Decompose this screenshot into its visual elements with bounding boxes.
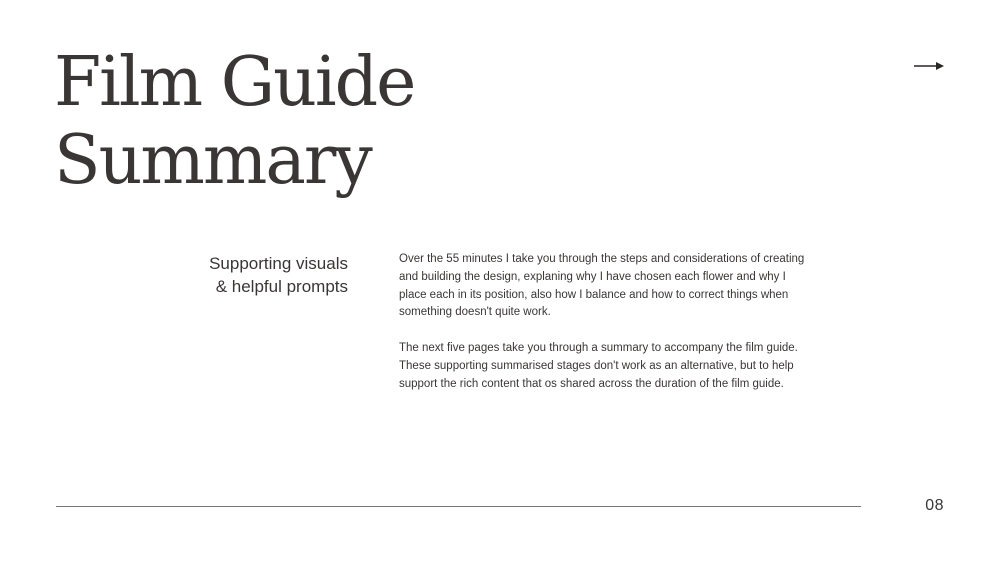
body-line: These supporting summarised stages don't work as an alternative, but to help: [399, 359, 794, 372]
body-line: place each in its position, also how I balance and how to correct things when: [399, 288, 789, 301]
subheading-line-2: & helpful prompts: [215, 277, 348, 296]
page-title-line-2: Summary: [54, 121, 371, 200]
body-line: Over the 55 minutes I take you through the steps and considerations of creating: [399, 253, 805, 265]
section-subheading: [180, 252, 348, 298]
body-line: and building the design, explaning why I have chosen each flower and why I: [399, 270, 786, 283]
page-title-line-1: Film Guide: [54, 43, 415, 122]
body-text: [399, 251, 839, 411]
body-paragraph-2: [399, 340, 839, 393]
right-arrow-icon: [912, 56, 946, 76]
body-paragraph-1: [399, 251, 839, 322]
next-page-button[interactable]: [912, 56, 946, 76]
body-line: The next five pages take you through a summary to accompany the film guide.: [399, 341, 798, 354]
subheading-line-1: Supporting visuals: [209, 254, 348, 273]
body-line: something doesn't quite work.: [399, 306, 551, 319]
footer-divider: [56, 506, 861, 507]
body-line: support the rich content that os shared across the duration of the film guide.: [399, 377, 784, 390]
page-title: [54, 44, 414, 200]
page-number: 08: [925, 497, 944, 514]
